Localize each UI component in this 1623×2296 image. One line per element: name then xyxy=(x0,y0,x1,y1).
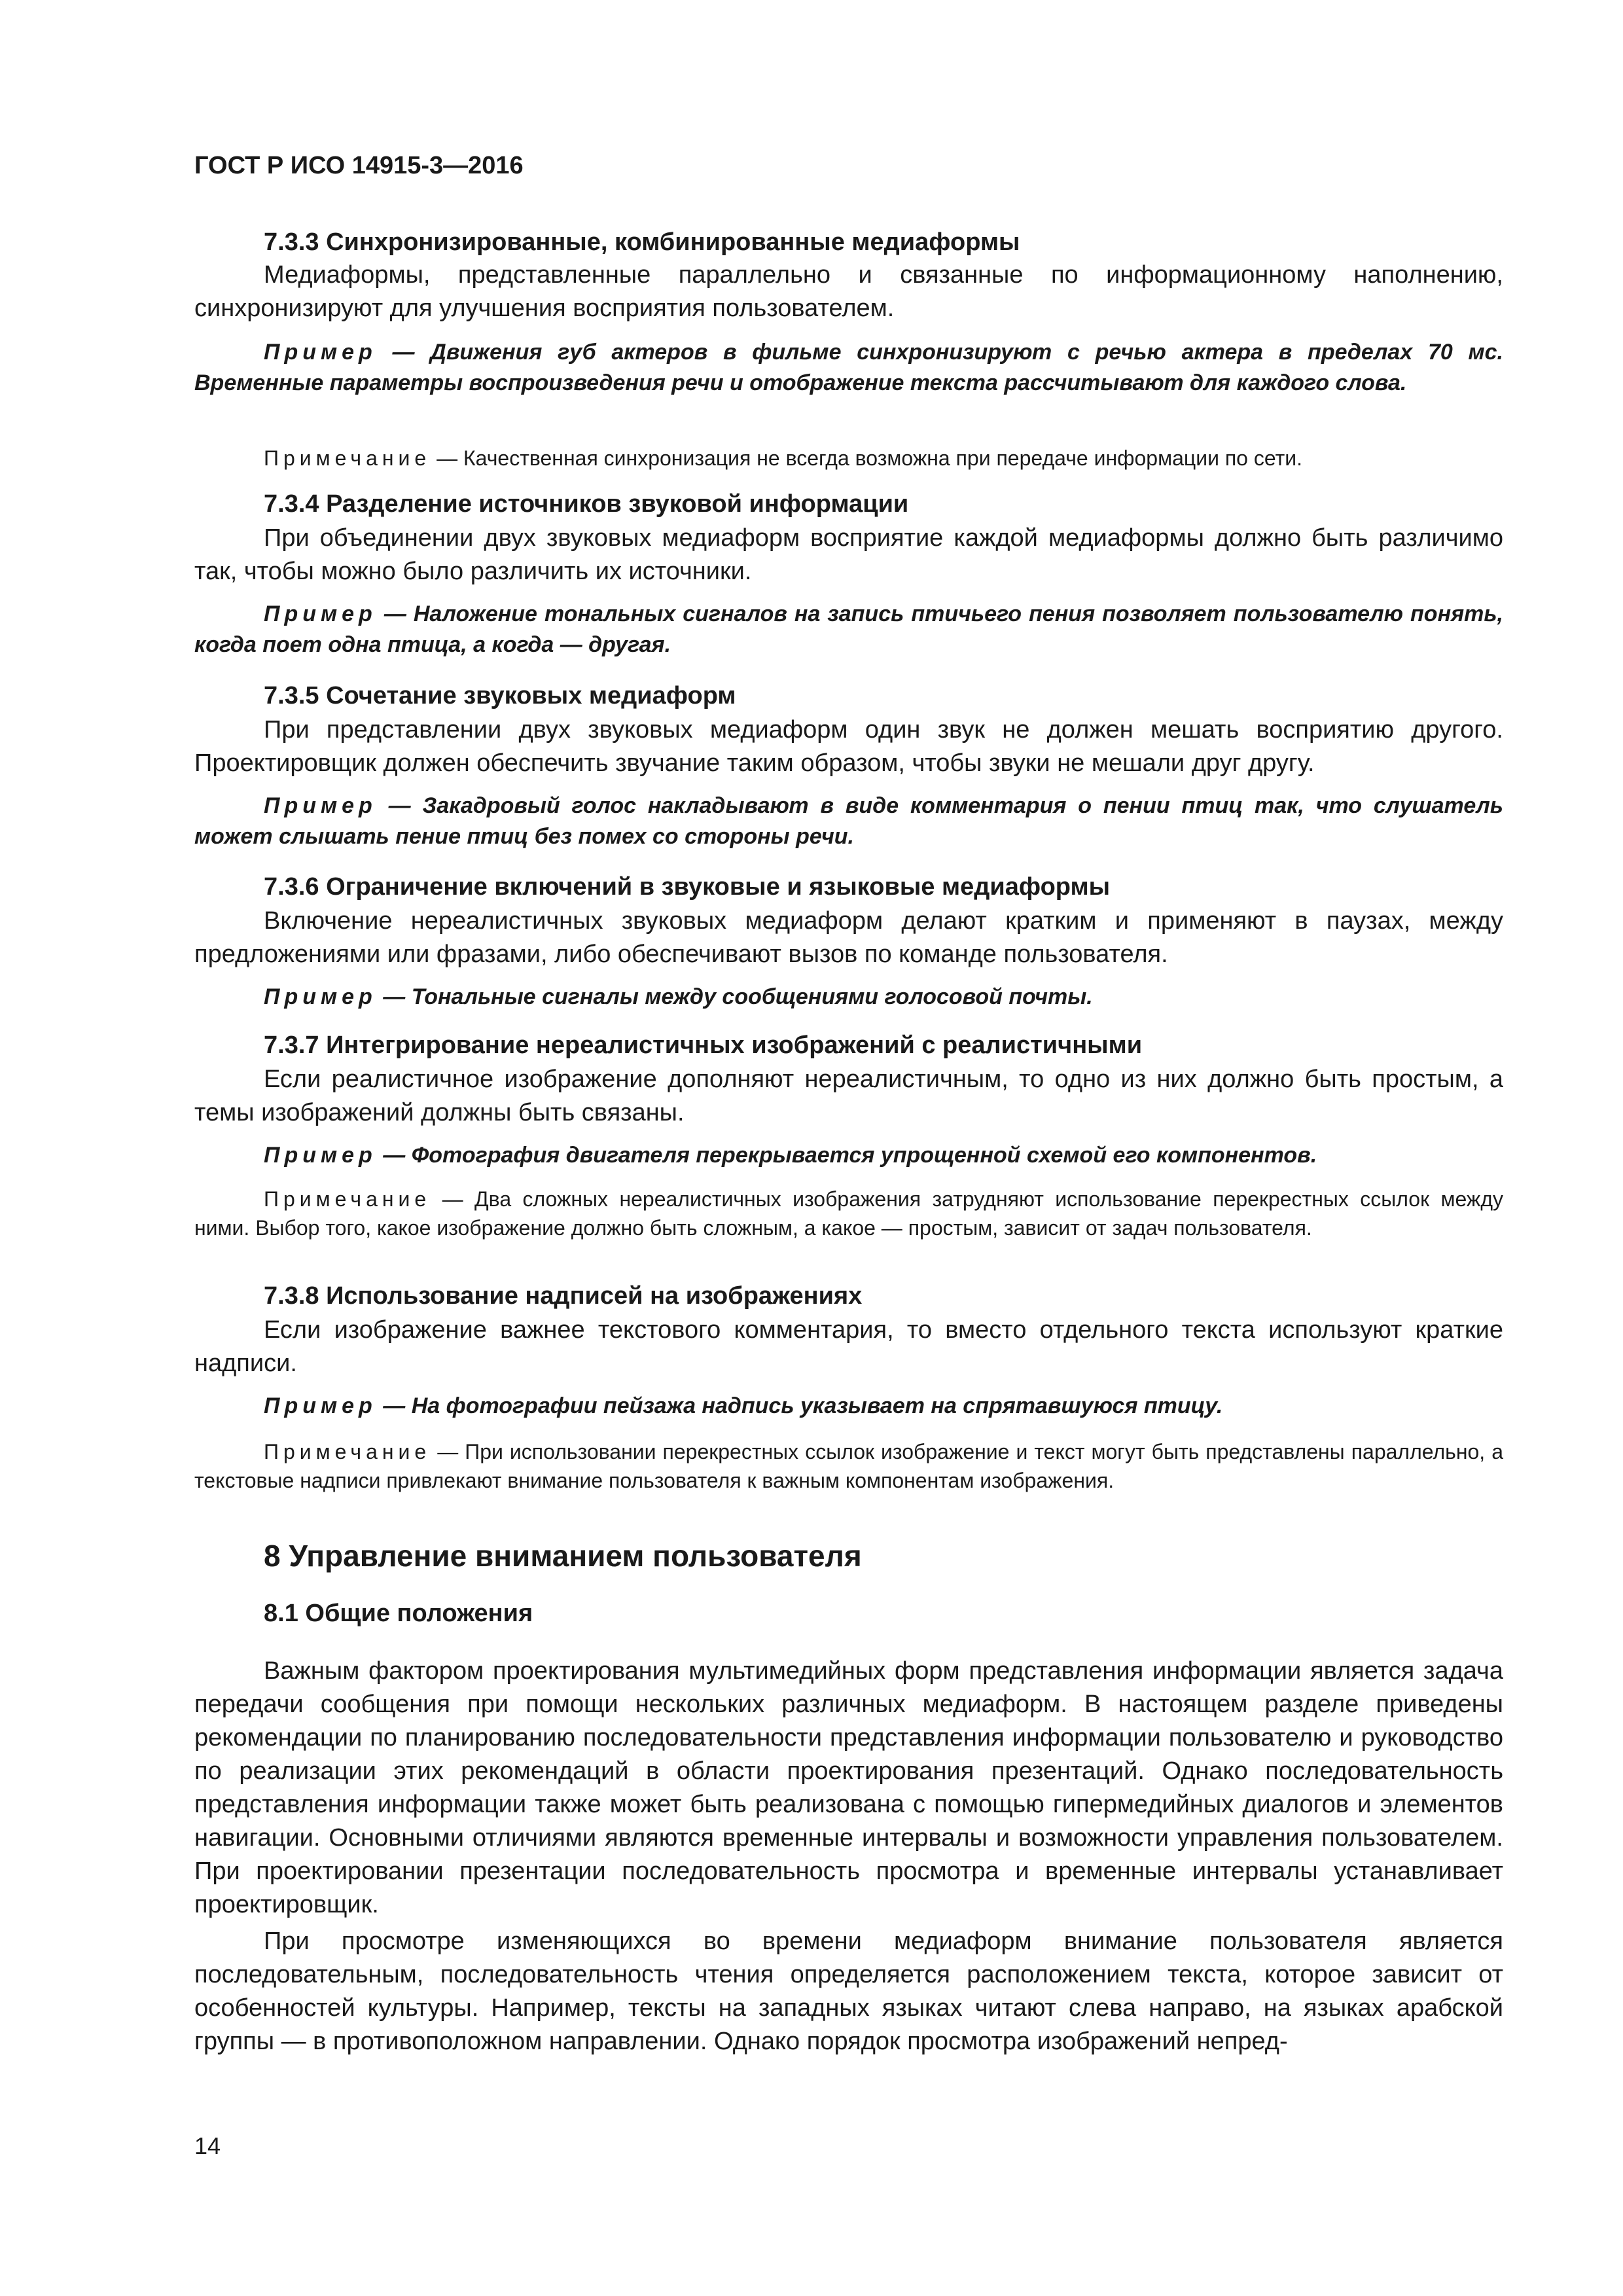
paragraph-8-1-b: При просмотре изменяющихся во времени медиаформ внимание пользователя является последовательным, последовательность чтения определяется расположением текста, которое зависит от особенностей культуры. Например, тексты на западных языках читают слева направо, на языках арабской группы — в противоположном направлении. Однако порядок просмотра изображений непред- xyxy=(194,1928,1503,2055)
paragraph-7-3-6: Включение нереалистичных звуковых медиаформ делают кратким и применяют в паузах, между предложениями или фразами, либо обеспечивают вызов по команде пользователя. xyxy=(194,907,1503,968)
note-label: Примечание xyxy=(264,1440,431,1463)
heading-7-3-3: 7.3.3 Синхронизированные, комбинированные медиаформы xyxy=(264,228,1020,256)
page-number: 14 xyxy=(194,2132,221,2159)
example-7-3-8 xyxy=(194,1391,1503,1422)
example-label: Пример xyxy=(264,601,377,626)
example-7-3-5 xyxy=(194,791,1503,852)
note-7-3-7 xyxy=(194,1185,1503,1242)
note-text: — При использовании перекрестных ссылок изображение и текст могут быть представлены параллельно, а текстовые надписи привлекают внимание пользователя к важным компонентам изображения. xyxy=(194,1440,1503,1492)
example-text: — Тональные сигналы между сообщениями голосовой почты. xyxy=(376,984,1093,1009)
example-label: Пример xyxy=(264,984,377,1009)
paragraph-7-3-3: Медиаформы, представленные параллельно и связанные по информационному наполнению, синхронизируют для улучшения восприятия пользователем. xyxy=(194,261,1503,322)
note-text: — Два сложных нереалистичных изображения затрудняют использование перекрестных ссылок между ними. Выбор того, какое изображение должно быть сложным, а какое — простым, зависит от задач пользователя. xyxy=(194,1187,1503,1240)
note-label: Примечание xyxy=(264,446,431,470)
note-7-3-8 xyxy=(194,1437,1503,1495)
example-7-3-6 xyxy=(194,982,1503,1013)
heading-7-3-8: 7.3.8 Использование надписей на изображениях xyxy=(264,1282,863,1310)
example-label: Пример xyxy=(264,1143,377,1168)
paragraph-7-3-8: Если изображение важнее текстового комментария, то вместо отдельного текста используют краткие надписи. xyxy=(194,1316,1503,1377)
paragraph-7-3-4: При объединении двух звуковых медиаформ восприятие каждой медиаформы должно быть различимо так, чтобы можно было различить их источники. xyxy=(194,524,1503,585)
heading-8-1: 8.1 Общие положения xyxy=(264,1600,533,1627)
example-text: — Закадровый голос накладывают в виде комментария о пении птиц так, что слушатель может слышать пение птиц без помех со стороны речи. xyxy=(194,793,1503,849)
note-label: Примечание xyxy=(264,1187,431,1211)
example-text: — Фотография двигателя перекрывается упрощенной схемой его компонентов. xyxy=(376,1143,1317,1168)
example-text: — Движения губ актеров в фильме синхронизируют с речью актера в пределах 70 мс. Временные параметры воспроизведения речи и отображение текста рассчитывают для каждого слова. xyxy=(194,340,1503,395)
example-text: — Наложение тональных сигналов на запись птичьего пения позволяет пользователю понять, когда поет одна птица, а когда — другая. xyxy=(194,601,1503,657)
note-7-3-3 xyxy=(194,444,1503,473)
paragraph-8-1-a: Важным фактором проектирования мультимедийных форм представления информации является задача передачи сообщения при помощи нескольких различных медиаформ. В настоящем разделе приведены рекомендации по планированию последовательности представления информации пользователю и руководство по реализации этих рекомендаций в области проектирования презентаций. Однако последовательность представления информации также может быть реализована с помощью гипермедийных диалогов и элементов навигации. Основными отличиями являются временные интервалы и возможности управления пользователем. При проектировании презентации последовательность просмотра и временные интервалы устанавливает проектировщик. xyxy=(194,1657,1503,1918)
document-code-header: ГОСТ Р ИСО 14915-3—2016 xyxy=(194,152,524,179)
example-text: — На фотографии пейзажа надпись указывает на спрятавшуюся птицу. xyxy=(376,1393,1223,1418)
note-text: — Качественная синхронизация не всегда возможна при передаче информации по сети. xyxy=(431,446,1303,470)
example-label: Пример xyxy=(264,1393,377,1418)
example-7-3-3 xyxy=(194,337,1503,399)
heading-7-3-6: 7.3.6 Ограничение включений в звуковые и языковые медиаформы xyxy=(264,873,1111,901)
heading-7-3-7: 7.3.7 Интегрирование нереалистичных изображений с реалистичными xyxy=(264,1031,1143,1059)
example-7-3-4 xyxy=(194,599,1503,660)
example-7-3-7 xyxy=(194,1140,1503,1171)
example-label: Пример xyxy=(264,793,377,818)
paragraph-7-3-7: Если реалистичное изображение дополняют нереалистичным, то одно из них должно быть простым, а темы изображений должны быть связаны. xyxy=(194,1066,1503,1126)
heading-8: 8 Управление вниманием пользователя xyxy=(264,1539,862,1573)
paragraph-7-3-5: При представлении двух звуковых медиаформ один звук не должен мешать восприятию другого. Проектировщик должен обеспечить звучание таким образом, чтобы звуки не мешали друг другу. xyxy=(194,716,1503,777)
heading-7-3-4: 7.3.4 Разделение источников звуковой информации xyxy=(264,490,909,518)
example-label: Пример xyxy=(264,340,377,365)
heading-7-3-5: 7.3.5 Сочетание звуковых медиаформ xyxy=(264,682,736,709)
